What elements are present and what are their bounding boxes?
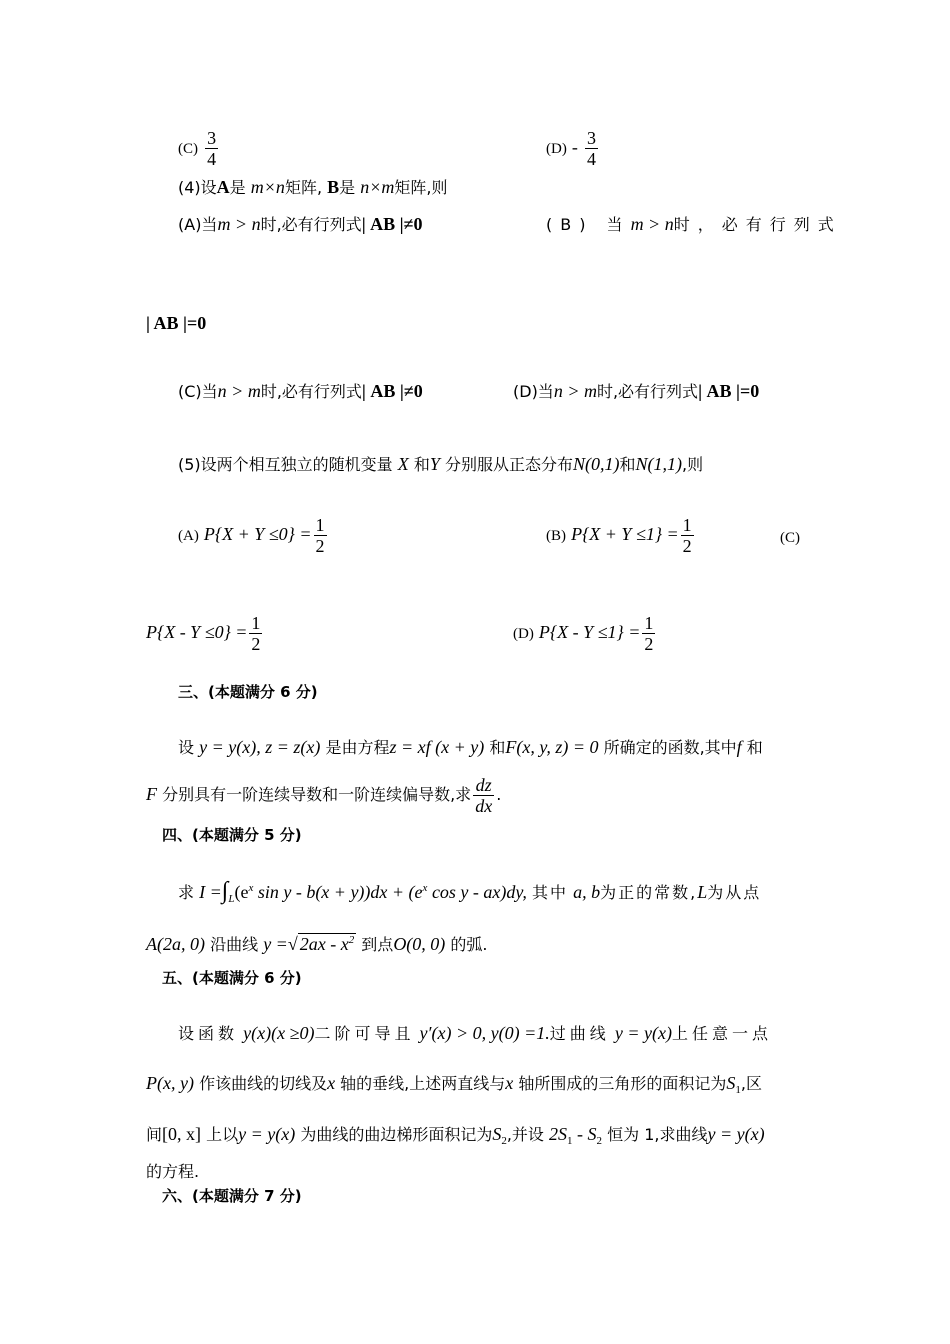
- q5-stem: (5)设两个相互独立的随机变量 X 和Y 分别服从正态分布N(0,1)和N(1,1),则: [178, 454, 704, 474]
- fraction: $\frac{1}{2}$: [251, 613, 261, 654]
- q4-option-c: (C)当n > m时,必有行列式| AB |≠0: [178, 381, 423, 401]
- section-5-heading: 五、(本题满分 6 分): [162, 969, 302, 987]
- q4-option-b-expr: | AB |=0: [146, 313, 207, 333]
- section-6-heading: 六、(本题满分 7 分): [162, 1187, 302, 1205]
- square-root: $2ax - x^2$: [299, 934, 355, 954]
- q4-option-a: (A)当m > n时,必有行列式| AB |≠0: [178, 214, 423, 234]
- section-4-line-2: A(2a, 0) 沿曲线 y =√ $2ax - x^2$ 到点O(0, 0) 的弧.: [146, 934, 488, 954]
- fraction: $\frac{1}{2}$: [315, 515, 325, 556]
- q5-option-c-label: (C): [780, 530, 800, 546]
- q4-stem: (4)设A是 m×n矩阵, B是 n×m矩阵,则: [178, 177, 448, 197]
- section-5-line-2: P(x, y) 作该曲线的切线及x 轴的垂线,上述两直线与x 轴所围成的三角形的面积记为$S_1$,区: [146, 1073, 762, 1096]
- q3-option-d: (D) - $\frac{3}{4}$: [546, 128, 597, 169]
- fraction: $\frac{3}{4}$: [587, 128, 597, 169]
- option-label: (D): [546, 141, 567, 157]
- q5-option-b: (B) P{X + Y ≤1} = $\frac{1}{2}$: [546, 515, 692, 556]
- integral-sign: ∫: [221, 878, 229, 904]
- q4-option-b: (B) 当m > n时，必有行列式: [546, 214, 842, 234]
- section-3-heading: 三、(本题满分 6 分): [178, 683, 318, 701]
- fraction: $\frac{1}{2}$: [644, 613, 654, 654]
- section-5-line-3: 间[0, x] 上以y = y(x) 为曲线的曲边梯形面积记为$S_2$,并设 $2S_1 - S_2$ 恒为 1,求曲线y = y(x): [146, 1124, 765, 1147]
- q3-option-c: [178, 128, 220, 169]
- section-5-line-1: 设函数 y(x)(x ≥0)二阶可导且 y′(x) > 0, y(0) =1.过曲线 y = y(x)上任意一点: [178, 1023, 772, 1043]
- section-4-heading: 四、(本题满分 5 分): [162, 826, 302, 844]
- q5-option-c: P{X - Y ≤0} = $\frac{1}{2}$: [146, 613, 261, 654]
- fraction: $\frac{1}{2}$: [682, 515, 692, 556]
- q4-option-d: (D)当n > m时,必有行列式| AB |=0: [513, 381, 760, 401]
- section-3-line-1: 设 y = y(x), z = z(x) 是由方程z = xf (x + y) 和F(x, y, z) = 0 所确定的函数,其中f 和: [178, 737, 763, 757]
- section-5-line-4: 的方程.: [146, 1162, 200, 1181]
- option-label: (C): [178, 141, 198, 157]
- section-3-line-2: F 分别具有一阶连续导数和一阶连续偏导数,求 $\frac{dz}{dx}$ .: [146, 775, 502, 816]
- q5-option-d: (D) P{X - Y ≤1} = $\frac{1}{2}$: [513, 613, 654, 654]
- derivative-fraction: $\frac{dz}{dx}$: [475, 775, 493, 816]
- q5-option-a: (A) P{X + Y ≤0} = $\frac{1}{2}$: [178, 515, 325, 556]
- section-4-line-1: 求 $I =\int_L(e^x$ $\sin y - b(x + y))dx + (e^x$ cos y - ax)dy, 其中 a, b为正的常数,L为从点: [178, 878, 762, 905]
- fraction: $\frac{3}{4}$: [207, 128, 217, 169]
